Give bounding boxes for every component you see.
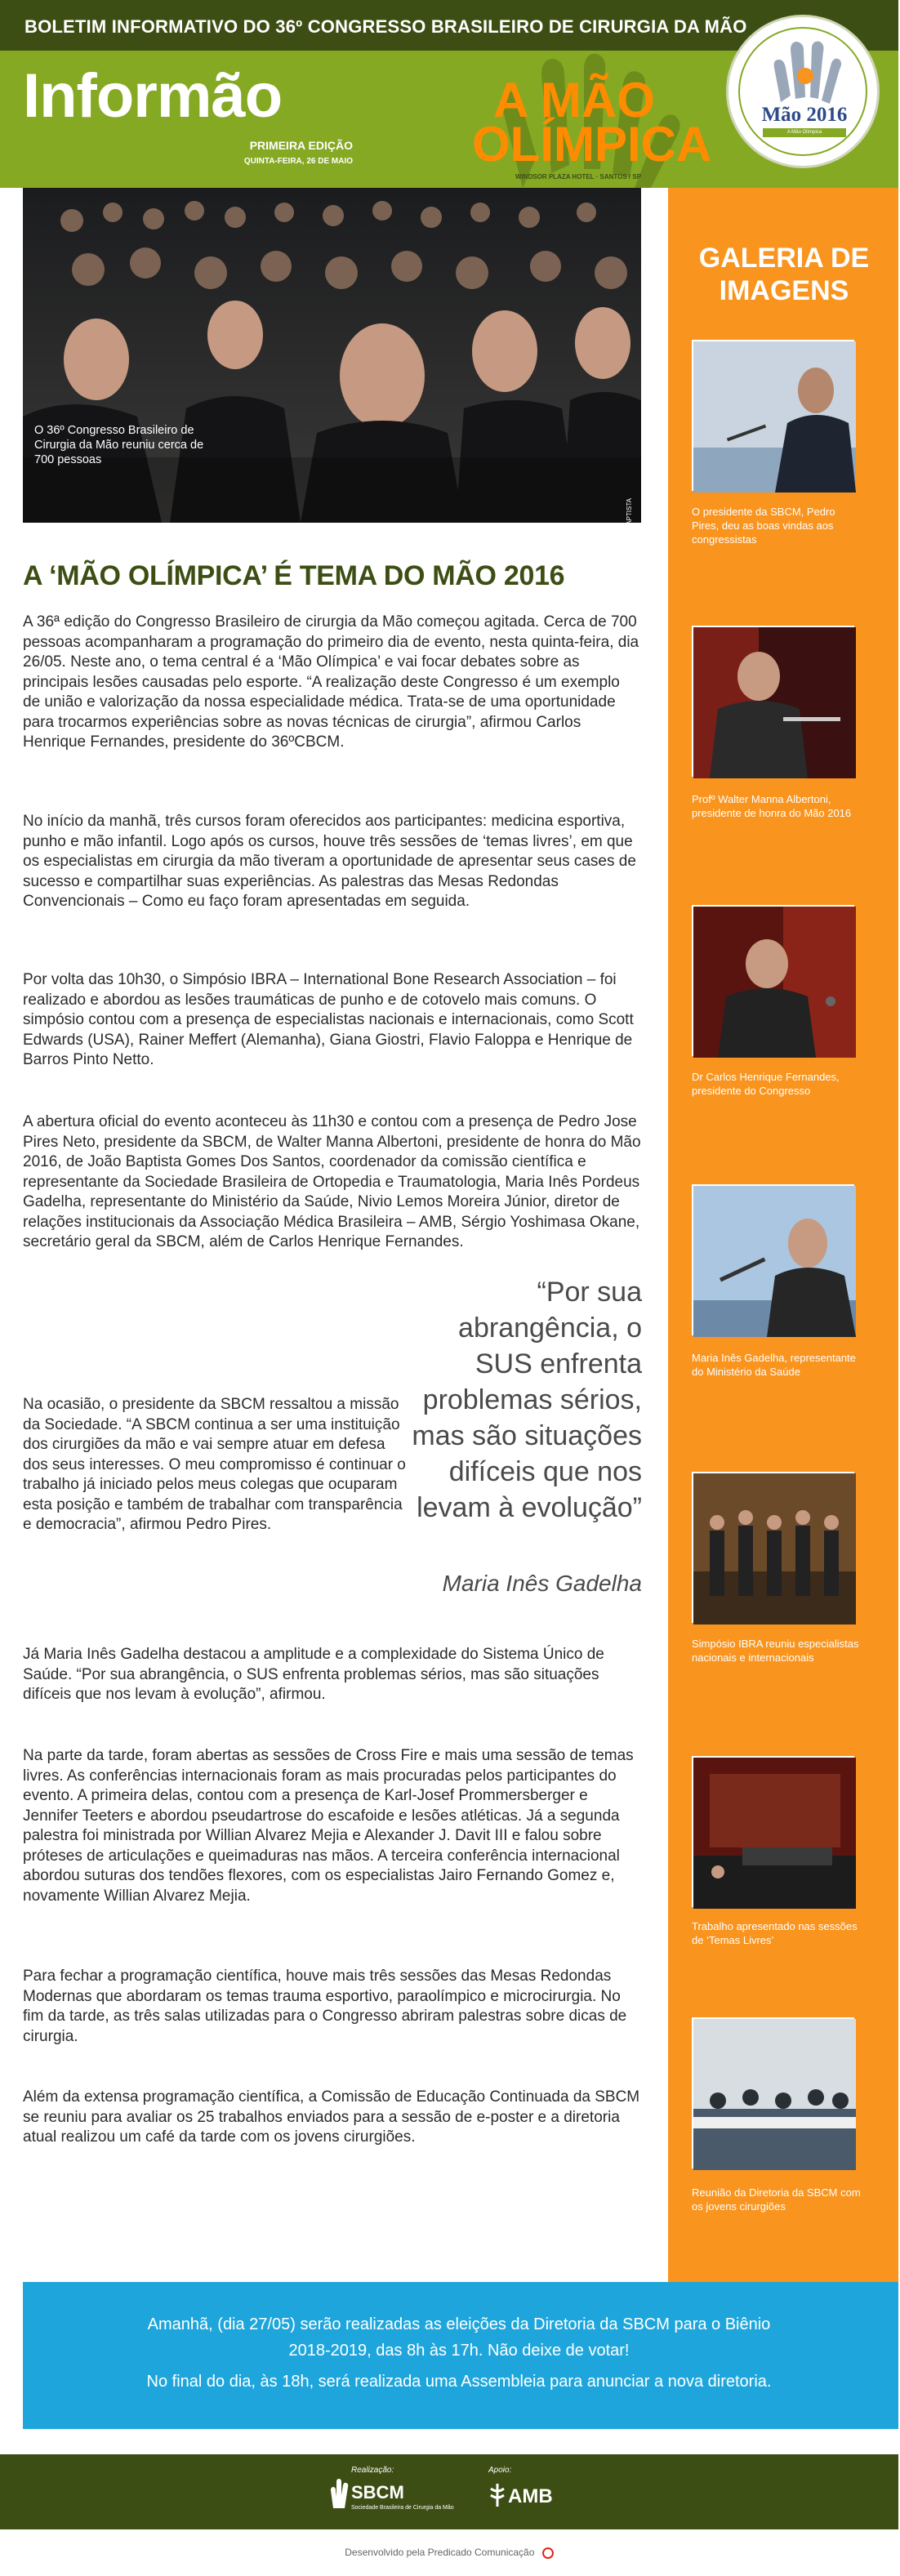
paragraph: A 36ª edição do Congresso Brasileiro de cirurgia da Mão começou agitada. Cerca de 700 pessoas acompanharam a programação do primeiro dia de evento, nesta quinta-feira, dia 26/05. Neste ano, o tema central é a ‘Mão Olímpica’ e vai focar debates sobre as principais lesões causadas pelo esporte. “A realização deste Congresso é um exemplo de união e valorização da nossa especialidade médica. Trata-se de uma oportunidade para trocarmos experiências sobre as novas técnicas de cirurgia”, afirmou Carlos Henrique Fernandes, presidente do 36ºCBCM. — [23, 613, 639, 751]
paragraph: A abertura oficial do evento aconteceu às 11h30 e contou com a presença de Pedro Jose Pires Neto, presidente da SBCM, de Walter Manna Albertoni, presidente de honra do Mão 2016, de João Baptista Gomes Dos Santos, coordenador da comissão científica e representante da Sociedade Brasileira de Ortopedia e Traumatologia, Maria Inês Pordeus Gadelha, representante do Ministério da Saúde, Nivio Lemos Moreira Júnior, diretor de relações institucionais da Associação Médica Brasileira – AMB, Sérgio Yoshimasa Okane, secretário geral da SBCM, além de Carlos Henrique Fernandes. — [23, 1113, 641, 1250]
seal-ring — [738, 27, 867, 156]
gallery-caption: Trabalho apresentado nas sessões de ‘Temas Livres’ — [692, 1920, 858, 1946]
gallery-caption: Profº Walter Manna Albertoni, presidente de honra do Mão 2016 — [692, 793, 852, 819]
hero-caption: O 36º Congresso Brasileiro de Cirurgia da Mão reuniu cerca de 700 pessoas — [34, 424, 204, 466]
gallery-photo[interactable] — [692, 626, 854, 777]
developer-credit-text: Desenvolvido pela Predicado Comunicação — [345, 2547, 535, 2558]
event-venue: WINDSOR PLAZA HOTEL · SANTOS / SP — [515, 173, 642, 180]
gallery-photo[interactable] — [692, 905, 854, 1056]
notice-line: 2018-2019, das 8h às 17h. Não deixe de votar! — [288, 2342, 630, 2360]
footer-bar — [0, 2454, 898, 2529]
gallery-photo[interactable] — [692, 2017, 854, 2168]
pull-quote-author: Maria Inês Gadelha — [442, 1571, 642, 1596]
event-title-line2: OLÍMPICA — [472, 117, 712, 172]
paragraph: Para fechar a programação científica, houve mais três sessões das Mesas Redondas Modernas que abordaram os temas trauma esportivo, paraolímpico e microcirurgia. No fim da tarde, as três salas utilizadas para o Congresso abriram palestras sobre dicas de cirurgia. — [23, 1968, 627, 2045]
notice-line: No final do dia, às 18h, será realizada uma Assembleia para anunciar a nova diretoria. — [146, 2373, 772, 2391]
event-title — [472, 73, 712, 172]
sbcm-subtitle: Sociedade Brasileira de Cirurgia da Mão — [351, 2505, 454, 2511]
gallery-caption: Reunião da Diretoria da SBCM com os jovens cirurgiões — [692, 2186, 861, 2213]
sbcm-logo: SBCM — [351, 2482, 404, 2502]
congress-seal — [726, 15, 880, 168]
gallery-caption: Simpósio IBRA reuniu especialistas nacionais e internacionais — [692, 1638, 859, 1664]
amb-icon — [488, 2484, 506, 2507]
gallery-caption: Dr Carlos Henrique Fernandes, presidente do Congresso — [692, 1071, 840, 1097]
gallery-photo[interactable] — [692, 1472, 854, 1623]
developer-credit[interactable] — [0, 2547, 898, 2559]
issue-date: QUINTA-FEIRA, 26 DE MAIO — [243, 157, 353, 166]
paragraph: No início da manhã, três cursos foram oferecidos aos participantes: medicina esportiva, punho e mão infantil. Logo após os cursos, houve três sessões de ‘temas livres’, em que os especialistas em cirurgia da mão tiveram a oportunidade de apresentar seus cases de sucesso e compartilhar suas experiências. As palestras das Mesas Redondas Convencionais – Como eu faço foram apresentadas em seguida. — [23, 813, 636, 910]
edition-label: PRIMEIRA EDIÇÃO — [249, 139, 353, 152]
hands-icon — [764, 38, 846, 104]
gallery-title-line1: GALERIA DE — [698, 243, 870, 274]
pull-quote: “Por sua abrangência, o SUS enfrenta problemas sérios, mas são situações difíceis que nos levam à evolução” — [412, 1277, 642, 1523]
event-title-line1: A MÃO — [493, 73, 655, 127]
brand-logo: Informão — [23, 61, 283, 131]
image-gallery — [666, 188, 898, 2408]
gallery-title-line2: IMAGENS — [719, 275, 849, 306]
seal-banner: A Mão Olímpica — [763, 128, 846, 137]
paragraph: Além da extensa programação científica, a Comissão de Educação Continuada da SBCM se reuniu para avaliar os 25 trabalhos enviados para a sessão de e-poster e a diretoria atual realizou um café da tarde com os jovens cirurgiões. — [23, 2088, 640, 2146]
gallery-photo[interactable] — [692, 1184, 854, 1335]
article-headline: A ‘MÃO OLÍMPICA’ É TEMA DO MÃO 2016 — [23, 560, 565, 591]
audience-image — [23, 188, 641, 523]
sbcm-hand-icon — [328, 2479, 350, 2508]
photo-credit: FOTOS: DANIELA BAPTISTA — [626, 498, 633, 585]
apoio-label: Apoio: — [488, 2466, 512, 2475]
seal-title: Mão 2016 — [761, 104, 848, 126]
notice-line: Amanhã, (dia 27/05) serão realizadas as eleições da Diretoria da SBCM para o Biênio — [147, 2315, 771, 2333]
gallery-photo[interactable] — [692, 1756, 854, 1907]
gallery-title — [668, 242, 900, 307]
newsletter-title: BOLETIM INFORMATIVO DO 36º CONGRESSO BRASILEIRO DE CIRURGIA DA MÃO — [25, 16, 747, 37]
gallery-caption: Maria Inês Gadelha, representante do Ministério da Saúde — [692, 1352, 856, 1378]
gallery-photo[interactable] — [692, 340, 854, 491]
realizacao-label: Realização: — [351, 2466, 394, 2475]
paragraph: Por volta das 10h30, o Simpósio IBRA – International Bone Research Association – foi realizado e abordou as lesões traumáticas de punho e de cotovelo mais comuns. O simpósio contou com a presença de especialistas nacionais e internacionais, como Scott Edwards (USA), Rainer Meffert (Alemanha), Giana Giostri, Flavio Faloppa e Henrique de Barros Pinto Netto. — [23, 971, 634, 1068]
amb-logo: AMB — [508, 2485, 553, 2507]
paragraph: Na ocasião, o presidente da SBCM ressaltou a missão da Sociedade. “A SBCM continua a ser uma instituição dos cirurgiões da mão e vai sempre atuar em defesa dos seus interesses. O meu compromisso é continuar o trabalho já iniciado pelos meus colegas que ocuparam esta posição e também de trabalhar com transparência e democracia”, afirmou Pedro Pires. — [23, 1396, 406, 1533]
paragraph: Já Maria Inês Gadelha destacou a amplitude e a complexidade do Sistema Único de Saúde. “Por sua abrangência, o SUS enfrenta problemas sérios, mas são situações difíceis que nos levam à evolução”, afirmou. — [23, 1646, 604, 1703]
gallery-caption: O presidente da SBCM, Pedro Pires, deu as boas vindas aos congressistas — [692, 506, 835, 546]
predicado-logo-icon — [542, 2547, 554, 2559]
paragraph: Na parte da tarde, foram abertas as sessões de Cross Fire e mais uma sessão de temas livres. As conferências internacionais foram as mais procuradas pelos participantes do evento. A primeira delas, contou com a presença de Karl-Josef Prommersberger e Jennifer Teeters e abordou pseudartrose do escafoide e lesões atléticas. Já a segunda palestra foi ministrada por Willian Alvarez Mejia e Alexander J. Davit III e falou sobre próteses de articulações e queimaduras nas mãos. A terceira conferência internacional abordou suturas dos tendões flexores, com os especialistas Jairo Fernando Gomez e, novamente Willian Alvarez Mejia. — [23, 1747, 634, 1905]
election-notice — [23, 2282, 898, 2429]
